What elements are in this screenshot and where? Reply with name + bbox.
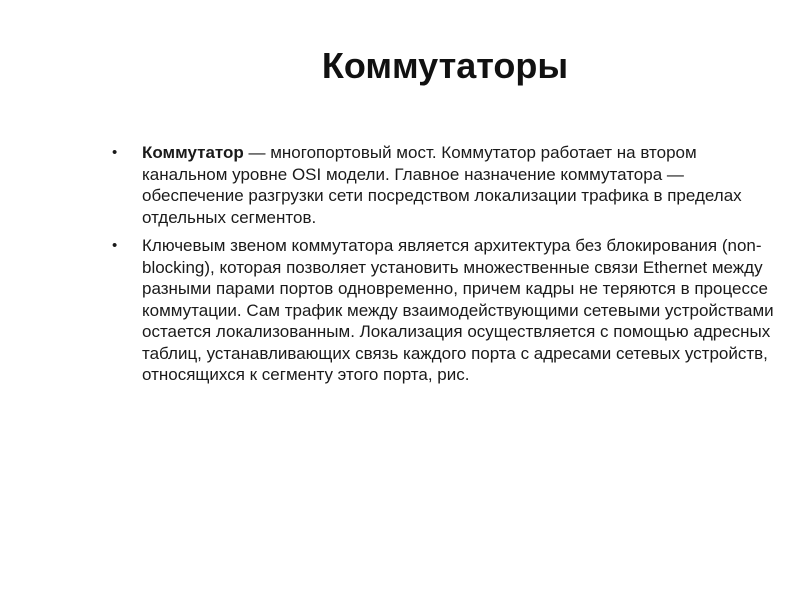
bullet-item-switch-definition — [110, 142, 775, 228]
bullet-term: Коммутатор — [142, 143, 244, 162]
bullet-text: — многопортовый мост. Коммутатор работает на втором канальном уровне OSI модели. Главное назначение коммутатора — обеспечение разгрузки сети посредством локализации трафика в пределах отдельных сегментов. — [142, 143, 742, 227]
bullet-item-non-blocking — [110, 235, 775, 386]
bullet-list — [110, 142, 775, 393]
bullet-dot-icon: • — [112, 237, 118, 254]
bullet-text: Ключевым звеном коммутатора является архитектура без блокирования (non-blocking), которая позволяет установить множественные связи Ethernet между разными парами портов одновременно, причем кадры не теряются в процессе коммутации. Сам трафик между взаимодействующими сетевыми устройствами остается локализованным. Локализация осуществляется с помощью адресных таблиц, устанавливающих связь каждого порта с адресами сетевых устройств, относящихся к сегменту этого порта, рис. — [142, 236, 774, 384]
slide-title: Коммутаторы — [321, 45, 569, 86]
bullet-dot-icon: • — [112, 144, 118, 161]
